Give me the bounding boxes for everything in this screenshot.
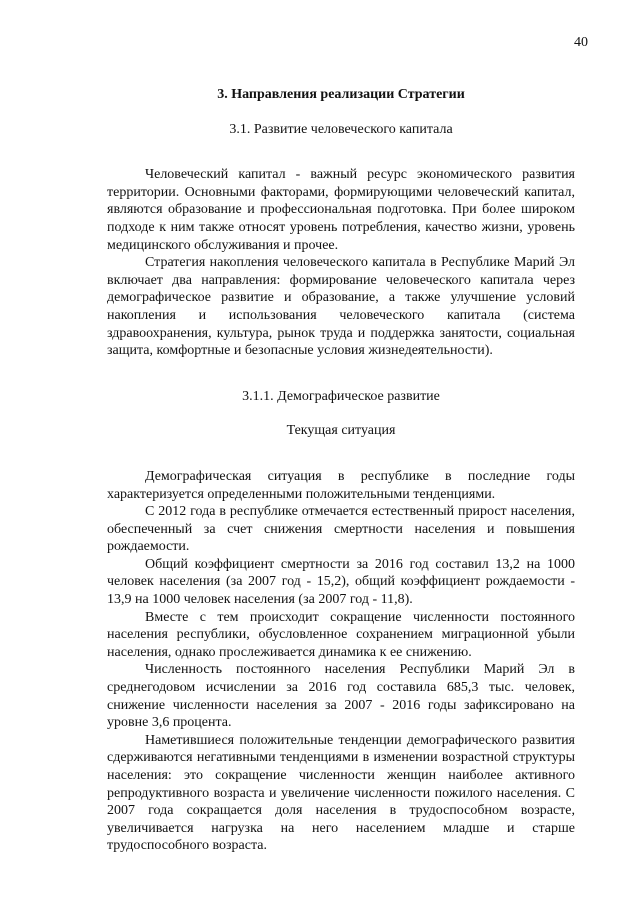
paragraph: Демографическая ситуация в республике в последние годы характеризуется определенными положительными тенденциями.	[107, 468, 575, 502]
paragraph: Численность постоянного населения Республики Марий Эл в среднегодовом исчислении за 2016 год составила 685,3 тыс. человек, снижение численности населения за 2007 - 2016 годы зафиксировано на уровне 3,6 процента.	[107, 662, 575, 731]
paragraph: Общий коэффициент смертности за 2016 год составил 13,2 на 1000 человек населения (за 2007 год - 15,2), общий коэффициент рождаемости - 13,9 на 1000 человек населения (за 2007 год - 11,8).	[107, 556, 575, 608]
paragraph: Человеческий капитал - важный ресурс экономического развития территории. Основными факторами, формирующими человеческий капитал, являются образование и профессиональная подготовка. При более широком подходе к ним также относят уровень потребления, качество жизни, уровень медицинского обслуживания и прочее.	[107, 167, 575, 253]
section-title: 3. Направления реализации Стратегии	[217, 87, 465, 102]
subsection-heading: Текущая ситуация	[286, 423, 396, 439]
document-body	[107, 86, 575, 855]
paragraph: Стратегия накопления человеческого капитала в Республике Марий Эл включает два направления: формирование человеческого капитала через демографическое развитие и образование, а также улучшение условий накопления и использования человеческого капитала (система здравоохранения, культура, рынок труда и поддержка занятости, социальная защита, комфортные и безопасные условия жизнедеятельности).	[107, 255, 575, 359]
paragraph: Наметившиеся положительные тенденции демографического развития сдерживаются негативными тенденциями в изменении возрастной структуры населения: это сокращение численности женщин наиболее активного репродуктивного возраста и увеличение численности пожилого населения. С 2007 года сокращается доля населения в трудоспособном возрасте, увеличивается нагрузка на него населением младше и старше трудоспособного возраста.	[107, 732, 575, 854]
paragraph: Вместе с тем происходит сокращение численности постоянного населения республики, обусловленное сохранением миграционной убыли населения, однако прослеживается динамика к ее снижению.	[107, 609, 575, 660]
section-subtitle: 3.1. Развитие человеческого капитала	[229, 121, 453, 137]
paragraph: С 2012 года в республике отмечается естественный прирост населения, обеспеченный за счет снижения смертности населения и повышения рождаемости.	[107, 504, 575, 555]
subsection-title: 3.1.1. Демографическое развитие	[242, 388, 440, 404]
page-number: 40	[574, 35, 588, 50]
